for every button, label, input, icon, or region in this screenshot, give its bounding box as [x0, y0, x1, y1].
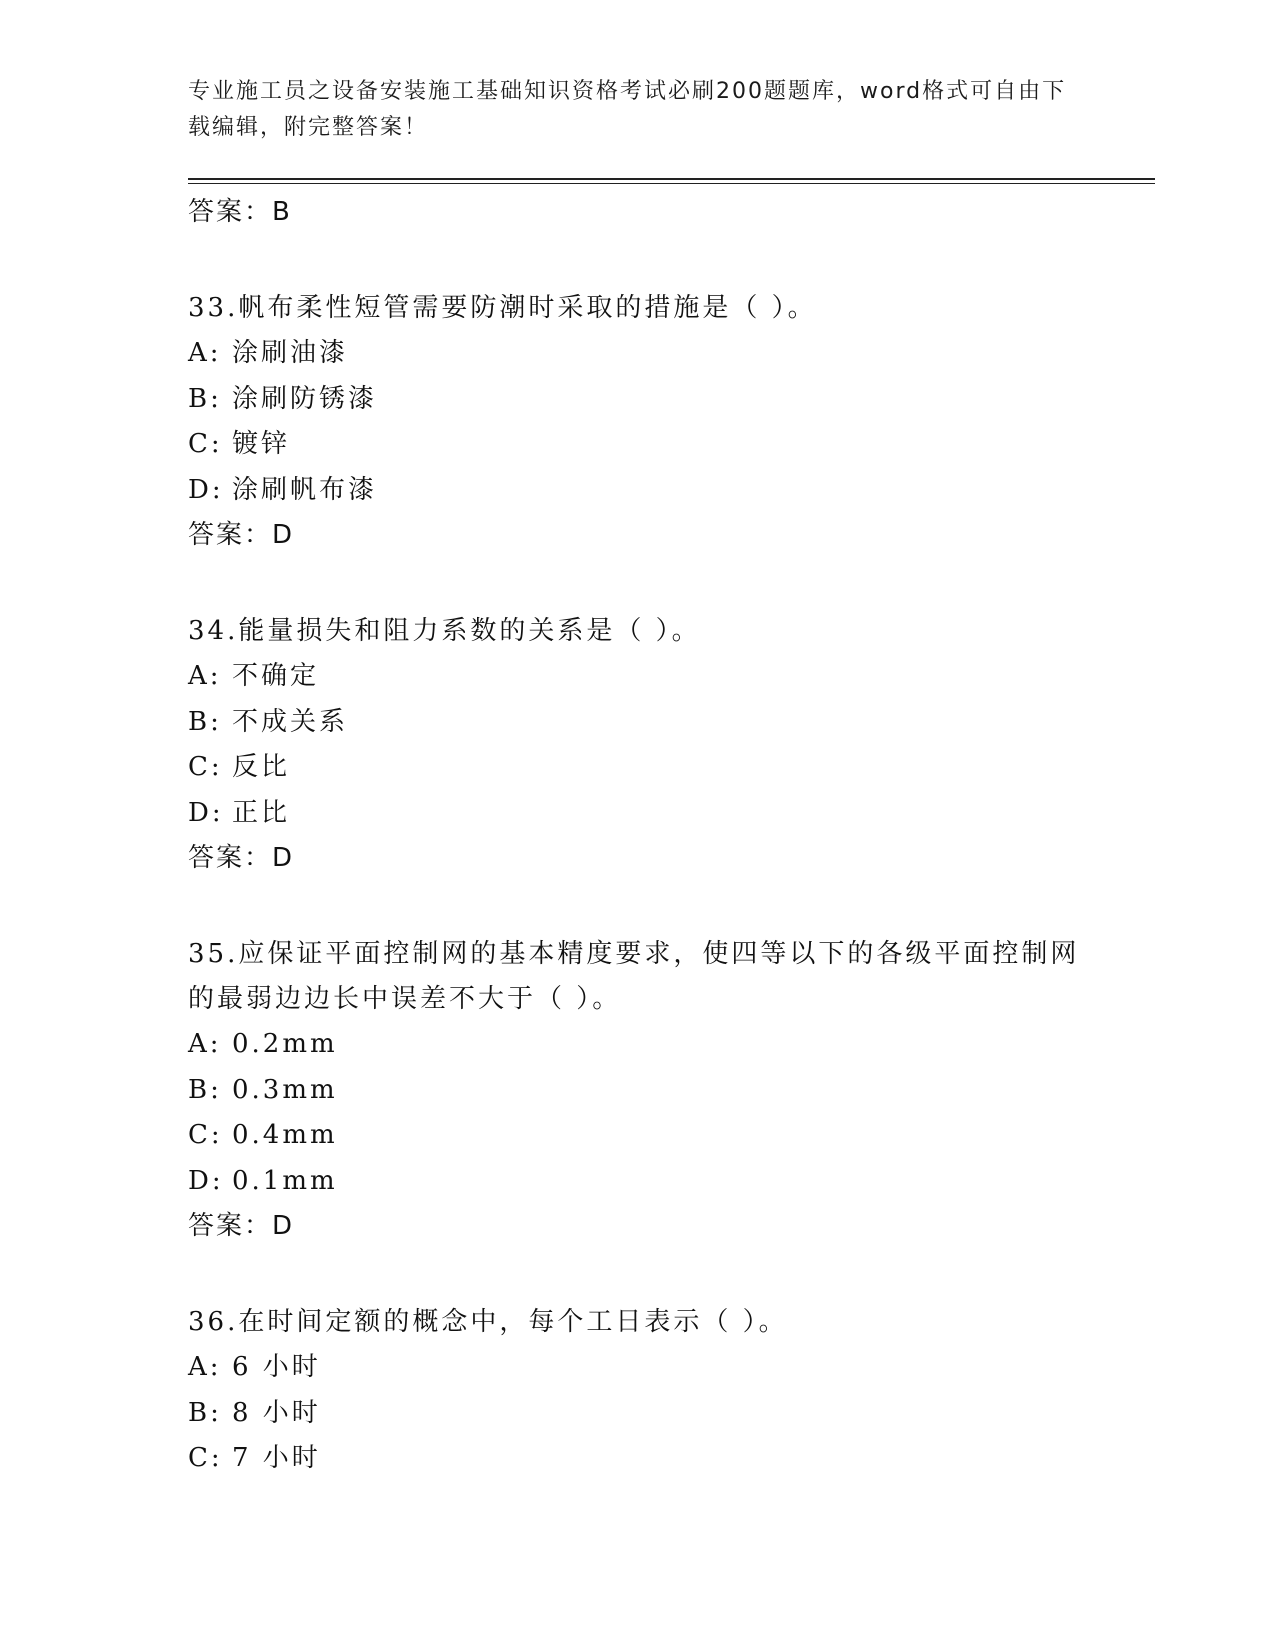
option-key: C: — [188, 429, 223, 459]
option-b — [188, 377, 1088, 423]
question-36 — [188, 1300, 1088, 1482]
option-c — [188, 745, 1088, 791]
answer-line — [188, 513, 1088, 557]
option-text: 6 小时 — [232, 1352, 321, 1382]
question-text — [188, 286, 1088, 331]
option-text: 0.3mm — [232, 1074, 338, 1105]
answer-label: 答案： — [188, 197, 273, 227]
option-key: C: — [188, 752, 223, 782]
option-c — [188, 422, 1088, 468]
option-key: A: — [188, 1352, 222, 1382]
option-text: 0.1mm — [232, 1165, 338, 1196]
option-key: D: — [188, 797, 224, 828]
question-number: 33. — [188, 293, 239, 323]
option-key: A: — [188, 661, 222, 691]
option-a — [188, 654, 1088, 700]
option-text: 涂刷防锈漆 — [232, 383, 378, 414]
option-key: D: — [188, 474, 224, 505]
option-key: B: — [188, 1074, 222, 1105]
answer-line — [188, 1204, 1088, 1248]
option-a — [188, 331, 1088, 377]
option-key: A: — [188, 1029, 222, 1059]
answer-value: D — [272, 1211, 294, 1241]
option-text: 8 小时 — [232, 1397, 321, 1428]
question-text — [188, 609, 1088, 654]
option-key: B: — [188, 1397, 222, 1428]
option-key: C: — [188, 1120, 223, 1150]
option-b — [188, 1391, 1088, 1437]
question-text — [188, 1300, 1088, 1345]
question-stem: 能量损失和阻力系数的关系是（ ）。 — [238, 616, 701, 646]
question-35 — [188, 932, 1088, 1248]
question-34 — [188, 609, 1088, 880]
answer-label: 答案： — [188, 520, 273, 550]
answer-value: D — [272, 520, 294, 550]
option-text: 反比 — [232, 752, 291, 782]
answer-line — [188, 190, 1088, 234]
question-stem: 帆布柔性短管需要防潮时采取的措施是（ ）。 — [238, 293, 817, 323]
answer-value: D — [272, 843, 294, 873]
option-text: 涂刷油漆 — [232, 338, 349, 368]
option-b — [188, 1068, 1088, 1114]
option-a — [188, 1345, 1088, 1391]
option-d — [188, 791, 1088, 837]
question-number: 35. — [188, 939, 239, 969]
document-header: 专业施工员之设备安装施工基础知识资格考试必刷200题题库，word格式可自由下载编辑，附完整答案！ — [188, 79, 1067, 140]
option-c — [188, 1113, 1088, 1159]
answer-label: 答案： — [188, 843, 273, 873]
option-key: A: — [188, 338, 222, 368]
option-a — [188, 1022, 1088, 1068]
question-stem: 在时间定额的概念中，每个工日表示（ ）。 — [238, 1307, 788, 1337]
question-text — [188, 932, 1088, 1022]
option-text: 不确定 — [232, 661, 320, 691]
question-number: 36. — [188, 1307, 239, 1337]
header-divider-thin — [188, 183, 1155, 184]
option-text: 正比 — [232, 797, 291, 828]
option-c — [188, 1436, 1088, 1482]
option-text: 涂刷帆布漆 — [232, 474, 378, 505]
option-b — [188, 700, 1088, 746]
document-body — [188, 190, 1088, 1482]
option-text: 0.2mm — [232, 1029, 338, 1059]
question-number: 34. — [188, 616, 239, 646]
option-text: 不成关系 — [232, 706, 349, 737]
answer-line — [188, 836, 1088, 880]
option-text: 镀锌 — [232, 429, 291, 459]
question-33 — [188, 286, 1088, 557]
option-key: C: — [188, 1443, 223, 1473]
option-key: D: — [188, 1165, 224, 1196]
option-text: 0.4mm — [232, 1120, 338, 1150]
answer-value: B — [272, 197, 291, 227]
option-d — [188, 1159, 1088, 1205]
option-key: B: — [188, 706, 222, 737]
option-d — [188, 468, 1088, 514]
question-stem: 应保证平面控制网的基本精度要求，使四等以下的各级平面控制网的最弱边边长中误差不大于（ ）。 — [188, 939, 1080, 1014]
option-key: B: — [188, 383, 222, 414]
header-divider-thick — [188, 178, 1155, 180]
answer-label: 答案： — [188, 1211, 273, 1241]
option-text: 7 小时 — [232, 1443, 321, 1473]
